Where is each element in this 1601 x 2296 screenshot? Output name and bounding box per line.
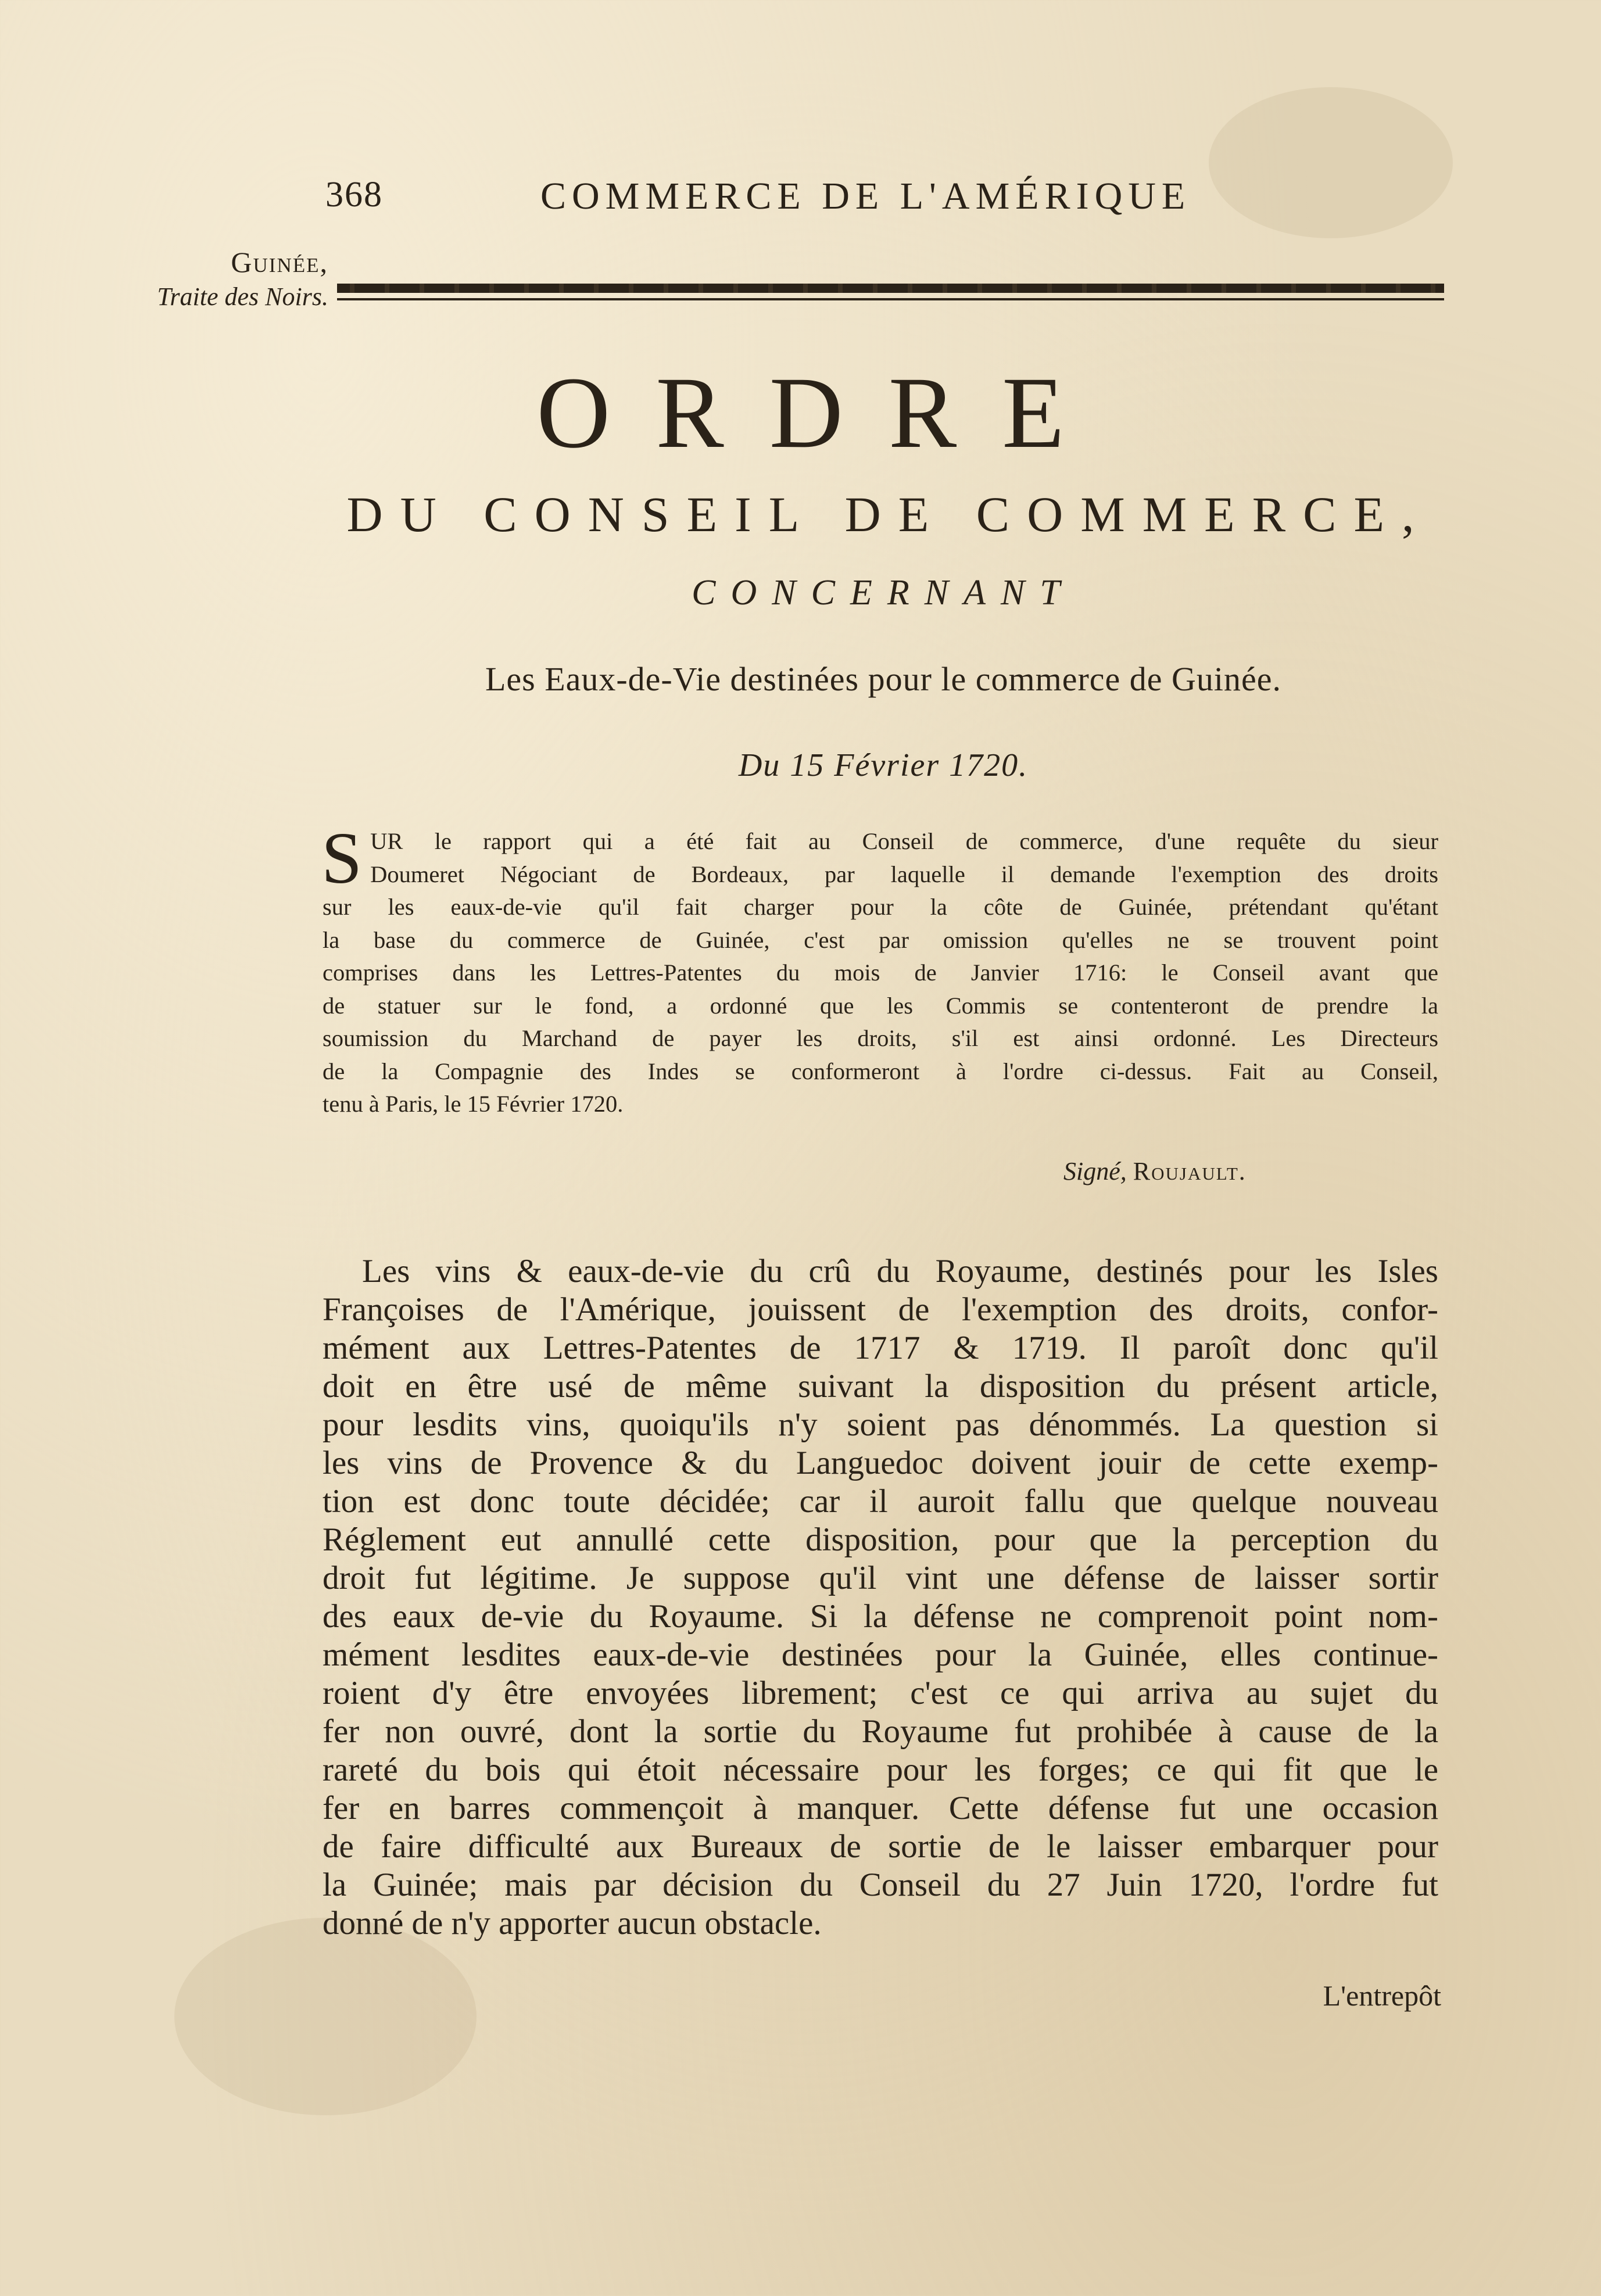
decree-paragraph [321,818,1438,1121]
signature [1063,1156,1247,1186]
commentary-paragraph [323,1252,1438,1943]
document-subject: Les Eaux-de-Vie destinées pour le commerce de Guinée. [485,660,1282,698]
signatory-name: Roujault. [1133,1157,1247,1185]
commentary-line: droit fut légitime. Je suppose qu'il vint une défense de laisser sortir [323,1560,1438,1596]
paper-stain [1209,87,1453,238]
decree-line: soumission du Marchand de payer les droits, s'il est ainsi ordonné. Les Directeurs [323,1025,1438,1051]
catchword: L'entrepôt [1323,1979,1441,2012]
page-number: 368 [325,175,383,214]
commentary-line: roient d'y être envoyées librement; c'est ce qui arriva au sujet du [323,1675,1438,1711]
commentary-line: des eaux de-vie du Royaume. Si la défense ne comprenoit point nom- [323,1598,1438,1635]
document-subtitle: DU CONSEIL DE COMMERCE, [346,486,1432,542]
commentary-line: Réglement eut annullé cette disposition, pour que la perception du [323,1521,1438,1558]
commentary-line: Les vins & eaux-de-vie du crû du Royaume, destinés pour les Isles [362,1253,1438,1290]
commentary-line: doit en être usé de même suivant la disposition du présent article, [323,1368,1438,1405]
decree-line: UR le rapport qui a été fait au Conseil de commerce, d'une requête du sieur [370,828,1438,854]
margin-note-topic: Traite des Noirs. [157,282,328,311]
signature-label: Signé, [1063,1157,1127,1185]
commentary-line: fer en barres commençoit à manquer. Cette défense fut une occasion [323,1790,1438,1826]
header-rule-thin [337,298,1444,300]
margin-note [113,244,328,313]
commentary-line: tion est donc toute décidée; car il auroit fallu que quelque nouveau [323,1483,1438,1520]
commentary-line: la Guinée; mais par décision du Conseil du 27 Juin 1720, l'ordre fut [323,1867,1438,1903]
decree-line: sur les eaux-de-vie qu'il fait charger pour la côte de Guinée, prétendant qu'étant [323,894,1438,920]
commentary-line: donné de n'y apporter aucun obstacle. [323,1905,822,1942]
commentary-line: pour lesdits vins, quoiqu'ils n'y soient pas dénommés. La question si [323,1406,1438,1443]
commentary-line: mément lesdites eaux-de-vie destinées pour la Guinée, elles continue- [323,1636,1438,1673]
document-title: ORDRE [536,356,1110,470]
paper-stain [174,1918,477,2115]
commentary-line: mément aux Lettres-Patentes de 1717 & 1719. Il paroît donc qu'il [323,1330,1438,1366]
decree-line: de statuer sur le fond, a ordonné que les Commis se contenteront de prendre la [323,992,1438,1019]
running-title: COMMERCE DE L'AMÉRIQUE [540,175,1191,217]
concernant-heading: CONCERNANT [692,573,1075,612]
decree-line: comprises dans les Lettres-Patentes du mois de Janvier 1716: le Conseil avant que [323,959,1438,986]
commentary-line: de faire difficulté aux Bureaux de sortie de le laisser embarquer pour [323,1828,1438,1865]
commentary-line: les vins de Provence & du Languedoc doivent jouir de cette exemp- [323,1445,1438,1481]
decree-line: Doumeret Négociant de Bordeaux, par laquelle il demande l'exemption des droits [370,861,1438,887]
commentary-line: fer non ouvré, dont la sortie du Royaume fut prohibée à cause de la [323,1713,1438,1750]
commentary-line: Françoises de l'Amérique, jouissent de l'exemption des droits, confor- [323,1291,1438,1328]
decree-line: de la Compagnie des Indes se conformeront à l'ordre ci-dessus. Fait au Conseil, [323,1058,1438,1084]
decree-line: tenu à Paris, le 15 Février 1720. [323,1091,624,1117]
drop-cap: S [321,818,363,899]
document-date: Du 15 Février 1720. [738,747,1029,783]
margin-note-region: Guinée, [231,246,328,278]
header-rule-thick [337,284,1444,293]
commentary-line: rareté du bois qui étoit nécessaire pour les forges; ce qui fit que le [323,1751,1438,1788]
decree-line: la base du commerce de Guinée, c'est par omission qu'elles ne se trouvent point [323,926,1438,953]
